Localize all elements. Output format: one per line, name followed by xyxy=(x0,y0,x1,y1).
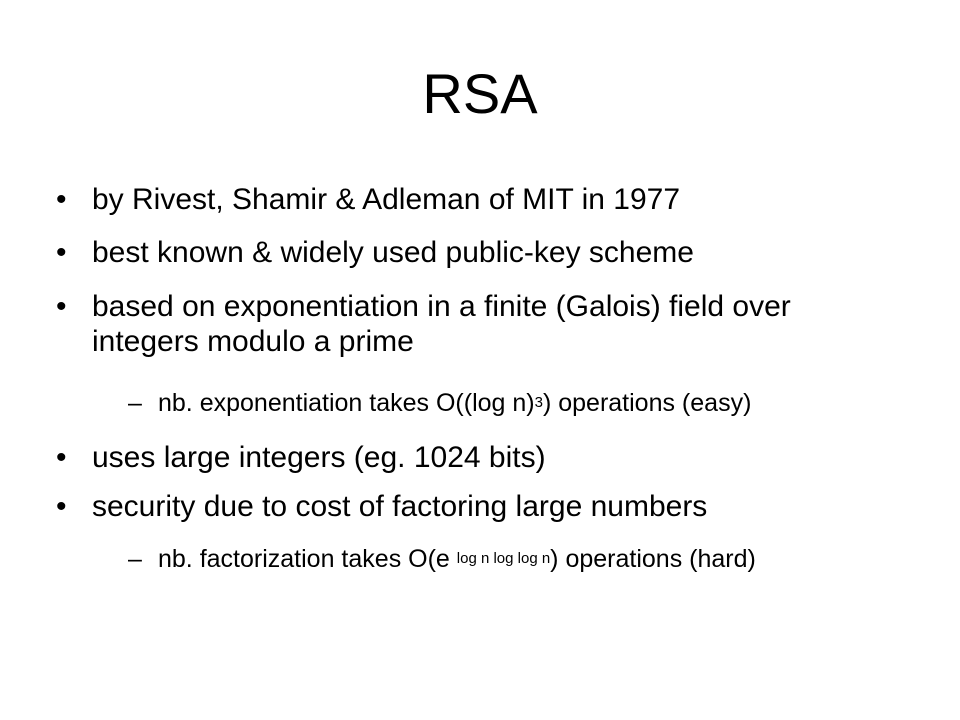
sub-bullet-marker: – xyxy=(128,545,142,573)
bullet-text: by Rivest, Shamir & Adleman of MIT in 1977 xyxy=(92,183,681,216)
sub-bullet-text-after: ) operations (easy) xyxy=(542,389,752,417)
bullet-marker: • xyxy=(56,183,67,216)
sub-bullet-text xyxy=(158,389,928,418)
bullet-marker: • xyxy=(56,236,67,269)
sub-bullet-item xyxy=(128,389,928,418)
bullet-item xyxy=(56,489,916,524)
bullet-item xyxy=(56,289,916,359)
sub-bullet-text-before: nb. factorization takes O(e xyxy=(158,545,457,573)
sub-bullet-item xyxy=(128,545,928,574)
bullet-marker: • xyxy=(56,441,67,474)
bullet-item xyxy=(56,182,916,217)
bullet-marker: • xyxy=(56,490,67,523)
bullet-text: best known & widely used public-key scheme xyxy=(92,236,694,269)
bullet-text: based on exponentiation in a finite (Galois) field over integers modulo a prime xyxy=(92,290,791,358)
bullet-text: uses large integers (eg. 1024 bits) xyxy=(92,441,546,474)
exponent: log n log log n xyxy=(456,550,551,567)
exponent: 3 xyxy=(534,394,543,411)
sub-bullet-text xyxy=(158,545,858,574)
sub-bullet-text-after: ) operations (hard) xyxy=(550,545,756,573)
bullet-text: security due to cost of factoring large numbers xyxy=(92,490,708,523)
slide-title: RSA xyxy=(422,62,538,125)
bullet-marker: • xyxy=(56,290,67,323)
sub-bullet-text-before: nb. exponentiation takes O((log n) xyxy=(158,389,535,417)
bullet-item xyxy=(56,235,916,270)
sub-bullet-marker: – xyxy=(128,389,142,417)
bullet-item xyxy=(56,440,916,475)
